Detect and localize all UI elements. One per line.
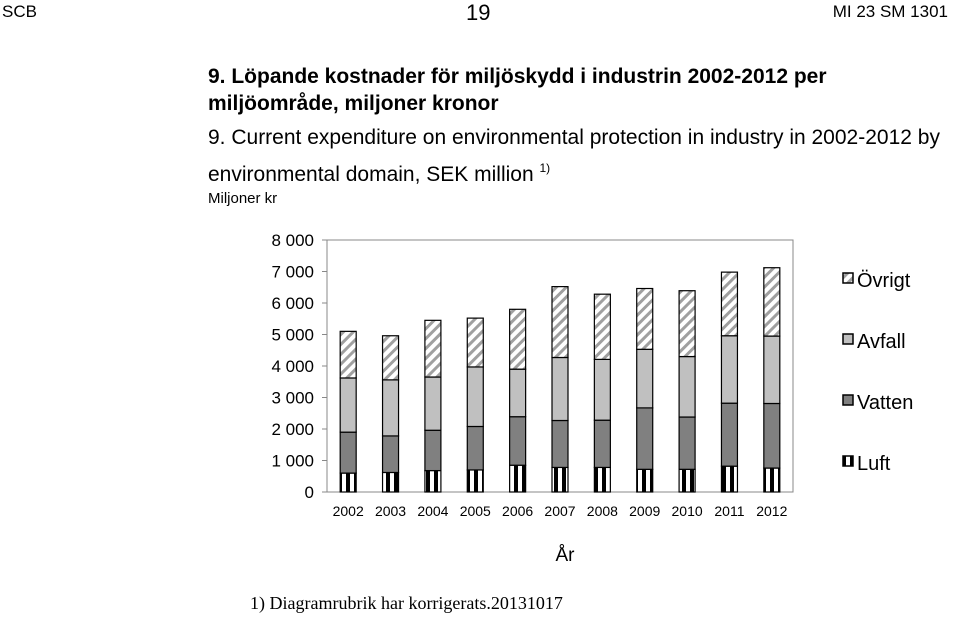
bar-avfall-2002 — [340, 378, 356, 432]
bar-luft-2011 — [721, 466, 737, 492]
legend-swatch-avfall — [843, 334, 853, 344]
y-tick-label: 7 000 — [271, 262, 314, 282]
chart-title-swedish: 9. Löpande kostnader för miljöskydd i industrin 2002-2012 per miljöområde, miljoner kronor — [208, 65, 827, 115]
bar-avfall-2007 — [552, 357, 568, 420]
bar-vatten-2004 — [425, 430, 441, 470]
x-tick-label: 2004 — [417, 503, 449, 519]
bar-vatten-2009 — [637, 408, 653, 469]
x-tick-label: 2010 — [671, 503, 703, 519]
bar-ovrigt-2005 — [467, 318, 483, 367]
bar-luft-2002 — [340, 473, 356, 492]
legend-label-ovrigt: Övrigt — [857, 270, 911, 292]
bar-vatten-2003 — [383, 436, 399, 473]
chart-title-english-text: 9. Current expenditure on environmental protection in industry in 2002-2012 by environmental domain, SEK million — [208, 126, 940, 186]
bar-vatten-2007 — [552, 420, 568, 467]
bar-ovrigt-2003 — [383, 336, 399, 380]
bar-vatten-2005 — [467, 426, 483, 469]
x-tick-label: 2007 — [544, 503, 576, 519]
y-axis-label: Miljoner kr — [208, 190, 278, 207]
x-tick-label: 2012 — [756, 503, 788, 519]
y-tick-label: 0 — [304, 483, 314, 502]
y-tick-label: 6 000 — [271, 294, 314, 313]
bar-ovrigt-2009 — [637, 289, 653, 350]
x-tick-label: 2003 — [374, 503, 407, 519]
bar-avfall-2005 — [467, 367, 483, 427]
bar-ovrigt-2007 — [552, 287, 568, 358]
x-tick-label: 2009 — [629, 503, 661, 519]
y-tick-label: 4 000 — [271, 357, 314, 376]
bar-ovrigt-2004 — [425, 320, 441, 377]
bar-ovrigt-2010 — [679, 291, 695, 357]
y-tick-label: 8 000 — [271, 231, 314, 250]
x-tick-label: 2008 — [586, 503, 618, 519]
x-tick-label: 2002 — [332, 503, 364, 519]
footnote: 1) Diagramrubrik har korrigerats.20131017 — [250, 593, 563, 613]
bar-luft-2006 — [510, 465, 526, 492]
bar-avfall-2010 — [679, 357, 695, 417]
bar-vatten-2002 — [340, 432, 356, 473]
legend-swatch-vatten — [843, 395, 853, 405]
bar-luft-2012 — [764, 468, 780, 492]
bar-avfall-2012 — [764, 336, 780, 403]
bar-luft-2008 — [594, 467, 610, 492]
bar-ovrigt-2008 — [594, 294, 610, 359]
x-tick-label: 2005 — [459, 503, 491, 519]
bar-luft-2005 — [467, 470, 483, 492]
y-tick-label: 5 000 — [271, 325, 314, 345]
bar-avfall-2006 — [510, 369, 526, 417]
bar-avfall-2008 — [594, 359, 610, 420]
header-right: MI 23 SM 1301 — [832, 2, 948, 21]
x-axis-label: År — [555, 545, 575, 566]
bar-luft-2010 — [679, 469, 695, 492]
header-left: SCB — [2, 2, 37, 21]
bar-luft-2004 — [425, 471, 441, 492]
y-tick-label: 2 000 — [271, 420, 314, 439]
legend-swatch-luft — [843, 456, 853, 466]
bar-vatten-2012 — [764, 403, 780, 468]
bar-luft-2009 — [637, 469, 653, 492]
bar-avfall-2011 — [721, 336, 737, 403]
bar-luft-2007 — [552, 467, 568, 492]
bar-avfall-2004 — [425, 377, 441, 430]
bar-avfall-2003 — [383, 380, 399, 436]
y-tick-label: 1 000 — [271, 451, 314, 471]
bar-ovrigt-2002 — [340, 331, 356, 378]
legend-label-vatten: Vatten — [857, 392, 914, 414]
legend-label-luft: Luft — [857, 453, 891, 475]
bar-vatten-2006 — [510, 417, 526, 466]
bar-ovrigt-2006 — [510, 309, 526, 369]
footnote-marker: 1) — [539, 161, 551, 175]
legend-label-avfall: Avfall — [857, 331, 906, 353]
bar-vatten-2008 — [594, 420, 610, 467]
page-number: 19 — [466, 0, 491, 25]
y-tick-label: 3 000 — [271, 388, 314, 408]
bar-vatten-2010 — [679, 417, 695, 469]
x-tick-label: 2011 — [714, 503, 745, 519]
bar-ovrigt-2011 — [721, 272, 737, 336]
legend-swatch-ovrigt — [843, 273, 853, 283]
bar-luft-2003 — [383, 472, 399, 492]
bar-vatten-2011 — [721, 403, 737, 466]
x-tick-label: 2006 — [502, 503, 534, 519]
bar-ovrigt-2012 — [764, 268, 780, 336]
bar-avfall-2009 — [637, 349, 653, 408]
